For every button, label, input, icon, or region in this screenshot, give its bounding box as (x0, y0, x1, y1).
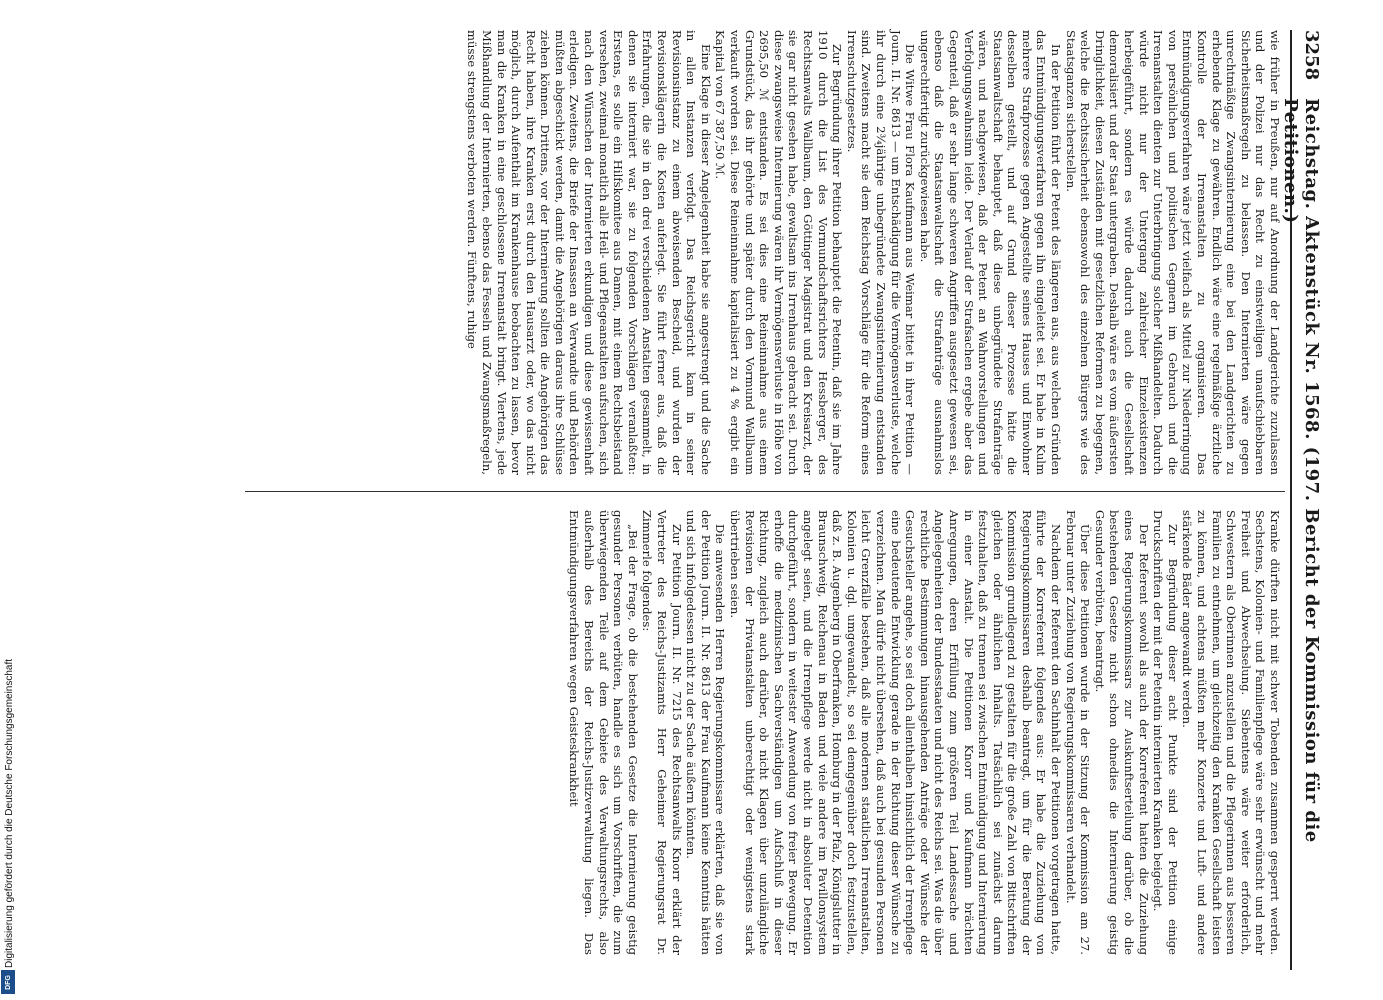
left-column (465, 30, 1282, 475)
paragraph: Zur Begründung ihrer Petition behauptet die Petentin, daß sie im Jahre 1910 durch die List des Vormundschaftsrichters Hessberger, des Rechtsanwalts Wallbaum, den Göttinger Magistrat und den Kreisarzt, der sie gar nicht gesehen habe, gewaltsam ins Irrenhaus gebracht sei. Durch diese zwangsweise Internierung wären ihr Vermögensverluste in Höhe von 2695,50 ℳ entstanden. Es sei dies eine Reineinnahme aus einem Grundstück, das ihr gehörte und später durch den Vormund Wallbaum verkauft worden sei. Diese Reineinnahme kapitalisiert zu 4 % ergibt ein Kapital von 67 387,50 ℳ. (713, 30, 845, 475)
logo-text: DFG (4, 974, 12, 990)
page-heading: Reichstag. Aktenstück Nr. 1568. (197. Bericht der Kommission für die Petitionen.) (1280, 98, 1322, 843)
column-divider (245, 491, 1285, 492)
digitization-credit (4, 0, 18, 1000)
paragraph: In der Petition führt der Petent des längeren aus, aus welchen Gründen das Entmündigungsverfahren gegen ihn eingeleitet sei. Er habe in Kulm mehrere Strafprozesse gegen Angestellte seines Hauses und Einwohner desselben gestellt, und auf Grund dieser Prozesse hätte die Staatsanwaltschaft behauptet, daß diese unbegründete Strafanträge wären, und nachgewiesen, daß der Petent an Wahnvorstellungen und Verfolgungswahnsinn leide. Der Verlauf der Strafsachen ergebe aber das Gegenteil, daß er sehr lange schweren Angriffen ausgesetzt gewesen sei, ebenso daß die Staatsanwaltschaft die Strafanträge ausnahmslos ungerechtfertigt zurückgewiesen habe. (917, 30, 1064, 475)
dfg-logo-icon (1, 970, 15, 994)
paragraph: Der Referent sowohl als auch der Korreferent hatten die Zuziehung eines Regierungskommissars zur Auskunftserteilung darüber, ob die bestehenden Gesetze nicht schon ohnedies die Internierung geistig Gesunder verbüten, beantragt. (1092, 510, 1151, 955)
paragraph: Die anwesenden Herren Regierungskommissare erklärten, daß sie von der Petition Journ. II. Nr. 8613 der Frau Kaufmann keine Kenntnis hätten und sich infolgedessen nicht zu der Sache äußern könnten. (684, 510, 728, 955)
paragraph: „Bei der Frage, ob die bestehenden Gesetze die Internierung geistig gesunder Personen verbüten, handle es sich um Vorschriften, die zum überwiegenden Teile auf dem Gebiete des Verwaltungsrechts, also außerhalb des Bereichs der Reichs-Justizverwaltung liegen. Das Entmündigungsverfahren wegen Geisteskrankheit (567, 510, 640, 955)
page-number: 3258 (1301, 30, 1322, 81)
credit-text: Digitalisierung gefördert durch die Deutsche Forschungsgemeinschaft (4, 658, 15, 968)
paragraph: Eine Klage in dieser Angelegenheit habe sie angestrengt und die Sache in allen Instanzen verfolgt. Das Reichsgericht kam in seiner Revisionsinstanz zu einem abweisenden Bescheid, und wurden der Revisionsklägerin die Kosten auferlegt. Sie führt ferner aus, daß die Erfahrungen, die sie in den drei verschiedenen Anstalten gesammelt, in denen sie interniert war, sie zu folgenden Vorschlägen veranlaßten: Erstens, es solle ein Hilfskomitee aus Damen, mit einem Rechtsbeistand versehen, zweimal monatlich alle Heil- und Pflegeanstalten aufsuchen, sich nach den Wünschen der Internierten erkundigen und diese gewissenhaft erledigen. Zweitens, die Briefe der Insassen an Verwandte und Behörden müßten abgeschickt werden, damit die Angehörigen daraus ihre Schlüsse ziehen können. Drittens, vor der Internierung sollten die Angehörigen das Recht haben, ihre Kranken erst durch den Hausarzt oder, wo das nicht möglich, durch Aufenthalt im Krankenhause beobachten zu lassen, bevor man die Kranken in eine geschlossene Irrenanstalt bringt. Viertens, jede Mißhandlung der Internierten, ebenso das Fesseln und Zwangsmaßregeln, müsse strengstens verboten werden. Fünftens, ruhige (465, 30, 713, 475)
paragraph: wie früher in Preußen, nur auf Anordnung der Landgerichte zuzulassen und der Polizei nur das Recht zu einstweiligen unaufschiebbaren Sicherheitsmaßregeln zu belassen. Den Internierten wäre gegen unrechtmäßige Zwangsinternierung eine bei den Landgerichten zu erhebende Klage zu gewähren. Endlich wäre eine regelmäßige ärztliche Kontrolle der Irrenanstalten zu organisieren. Das Entmündigungsverfahren wäre jetzt vielfach als Mittel zur Niederringung von persönlichen und politischen Gegnern im Gebrauch und die Irrenanstalten dienten zur Unterbringung solcher Mißhandelten. Dadurch würde nicht nur der Untergang zahlreicher Einzelexistenzen herbeigeführt, sondern es würde dadurch auch die Gesellschaft demoralisiert und der Staat untergraben. Deshalb wäre es vom äußersten Dringlichkeit, diesen Zuständen mit gesetzlichen Reformen zu begegnen, welche die Rechtssicherheit ebensowohl des einzelnen Bürgers wie des Staatsganzen sicherstellen. (1063, 30, 1282, 475)
paragraph: Die Witwe Frau Flora Kaufmann aus Weimar bittet in ihrer Petition — Journ. II. Nr. 8613 — um Entschädigung für die Vermögensverluste, welche ihr durch eine 2¾jährige unbegründete Zwangsinternierung entstanden sind. Zweitens macht sie dem Reichstag Vorschläge für die Reform eines Irrenschutzgesetzes. (844, 30, 918, 475)
paragraph: Nachdem der Referent den Sachinhalt der Petitionen vorgetragen hatte, führte der Korreferent folgendes aus: Er habe die Zuziehung von Regierungskommissaren deshalb beantragt, um für die Beratung der Kommission grundlegend zu gestalten für die große Zahl von Bittschriften gleichen oder ähnlichen Inhalts. Tatsächlich sei zunächst darum festzuhalten, daß zu trennen sei zwischen Entmündigung und Internierung in einer Anstalt. Die Petitionen Knorr und Kaufmann brächten Anregungen, deren Erfüllung zum größeren Teil Landessache und Angelegenheiten der Bundesstaaten und nicht des Reichs sei. Was die über rechtliche Bestimmungen hinausgehenden Anträge oder Wünsche der Gesuchsteller angehe, so sei doch allenthalben hinsichtlich der Irrenpflege eine bedeutende Entwicklung gerade in der Richtung dieser Wünsche zu verzeichnen. Man dürfe nicht übersehen, daß auch bei gesunden Personen leicht Grenzfälle bestehen, daß alle modernen staatlichen Irrenanstalten, Kolonien u. dgl. umgewandelt, so sei demgegenüber doch festzustellen, daß z. B. Augenberg in Oberfranken, Homburg in der Pfalz, Königslutter in Braunschweig, Reichenau in Baden und viele andere im Pavillonsystem angelegt seien, und die Irrenpflege werde nicht in absoluter Detention durchgeführt, sondern in weitester Anwendung von freier Bewegung. Er erhoffe die medizinischen Sachverständigen um Aufschluß in dieser Richtung, zugleich auch darüber, ob nicht Klagen über unzulängliche Revisionen der Privatanstalten unberechtigt oder wenigstens stark übertrieben seien. (728, 510, 1064, 955)
right-column (567, 510, 1282, 955)
paragraph: Zur Begründung dieser acht Punkte sind der Petition einige Druckschriften der mit der Petentin internierten Kranken beigelegt. (1151, 510, 1180, 955)
paragraph: Kranke dürften nicht mit schwer Tobenden zusammen gesperrt werden. Sechstens, Kolonien- und Familienpflege wäre sehr erwünscht und mehr Freiheit und Abwechselung. Siebentens wäre weiter erforderlich, Schwestern als Oberinnen anzustellen und die Pflegerinnen aus besseren Familien zu entnehmen, um gleichzeitig den Kranken Gesellschaft leisten zu können, und achtens müßten mehr Konzerte und Luft- und andere stärkende Bäder angewandt werden. (1180, 510, 1282, 955)
paragraph: Zur Petition Journ. II. Nr. 7215 des Rechtsanwalts Knorr erklärt der Vertreter des Reichs-Justizamts Herr Geheimer Regierungsrat Dr. Zimmerle folgendes: (640, 510, 684, 955)
scanned-page (240, 0, 1340, 1000)
paragraph: Über diese Petitionen wurde in der Sitzung der Kommission am 27. Februar unter Zuziehung von Regierungskommissaren verhandelt. (1063, 510, 1093, 955)
page-header (1280, 30, 1322, 970)
